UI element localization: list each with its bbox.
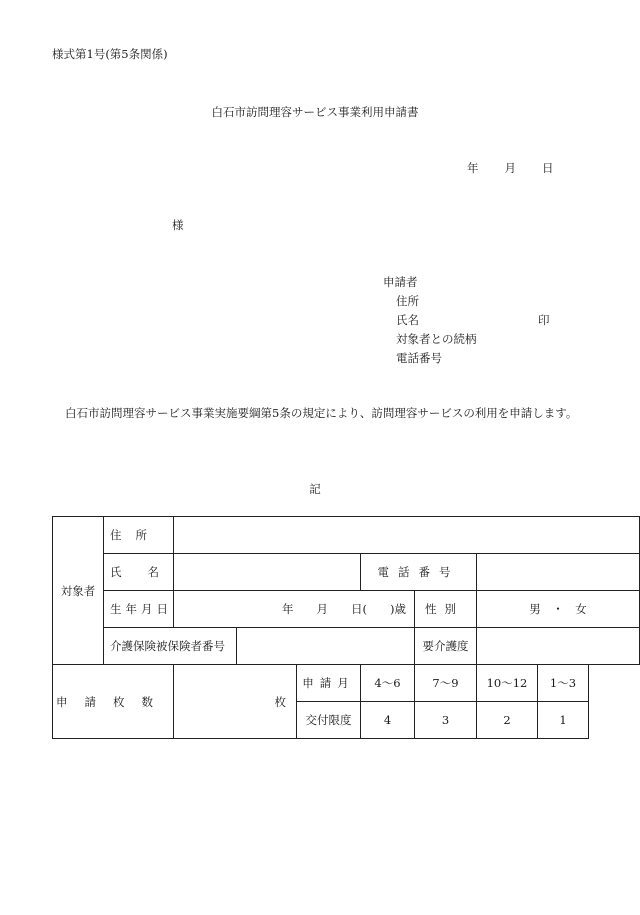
phone-label: 電話番号 (361, 554, 477, 591)
limit-cell: 3 (415, 702, 477, 739)
month-cell: 1〜3 (538, 665, 589, 702)
month-cell: 10〜12 (477, 665, 538, 702)
form-number: 様式第1号(第5条関係) (52, 47, 168, 61)
seal-mark: 印 (538, 313, 550, 327)
name-field[interactable] (174, 554, 361, 591)
applicant-address-label: 住所 (396, 294, 419, 308)
date-month: 月 (504, 161, 516, 175)
document-title: 白石市訪問理容サービス事業利用申請書 (211, 105, 419, 119)
applicant-label: 申請者 (383, 275, 418, 289)
date-day: 日 (542, 161, 554, 175)
dob-field[interactable]: 年 月 日( )歳 (174, 591, 415, 628)
address-label: 住所 (104, 517, 174, 554)
limit-cell: 4 (361, 702, 415, 739)
care-level-field[interactable] (477, 628, 640, 665)
applicant-name-label: 氏名 (396, 313, 419, 327)
date-year: 年 (467, 161, 479, 175)
apply-count-label: 申請枚数 (53, 665, 174, 739)
name-label: 氏名 (104, 554, 174, 591)
insurance-number-label: 介護保険被保険者番号 (104, 628, 237, 665)
phone-field[interactable] (477, 554, 640, 591)
body-paragraph: 白石市訪問理容サービス事業実施要綱第5条の規定により、訪問理容サービスの利用を申請します。 (65, 406, 578, 420)
insurance-number-field[interactable] (237, 628, 415, 665)
care-level-label: 要介護度 (415, 628, 477, 665)
apply-count-field[interactable]: 枚 (174, 665, 297, 739)
month-cell: 7〜9 (415, 665, 477, 702)
limit-cell: 2 (477, 702, 538, 739)
applicant-name-row (383, 311, 550, 330)
sex-label: 性別 (415, 591, 477, 628)
application-table (52, 516, 640, 739)
dob-label: 生年月日 (104, 591, 174, 628)
applicant-relation-label: 対象者との続柄 (396, 332, 477, 346)
sex-field[interactable]: 男 ・ 女 (477, 591, 640, 628)
apply-month-label: 申請月 (297, 665, 361, 702)
target-person-header: 対象者 (53, 517, 104, 665)
applicant-block (383, 273, 550, 368)
ki-heading: 記 (309, 482, 321, 496)
addressee: 様 (172, 218, 184, 232)
limit-label: 交付限度 (297, 702, 361, 739)
applicant-phone-label: 電話番号 (396, 351, 442, 365)
limit-cell: 1 (538, 702, 589, 739)
month-cell: 4〜6 (361, 665, 415, 702)
address-field[interactable] (174, 517, 640, 554)
date-line (467, 160, 554, 176)
